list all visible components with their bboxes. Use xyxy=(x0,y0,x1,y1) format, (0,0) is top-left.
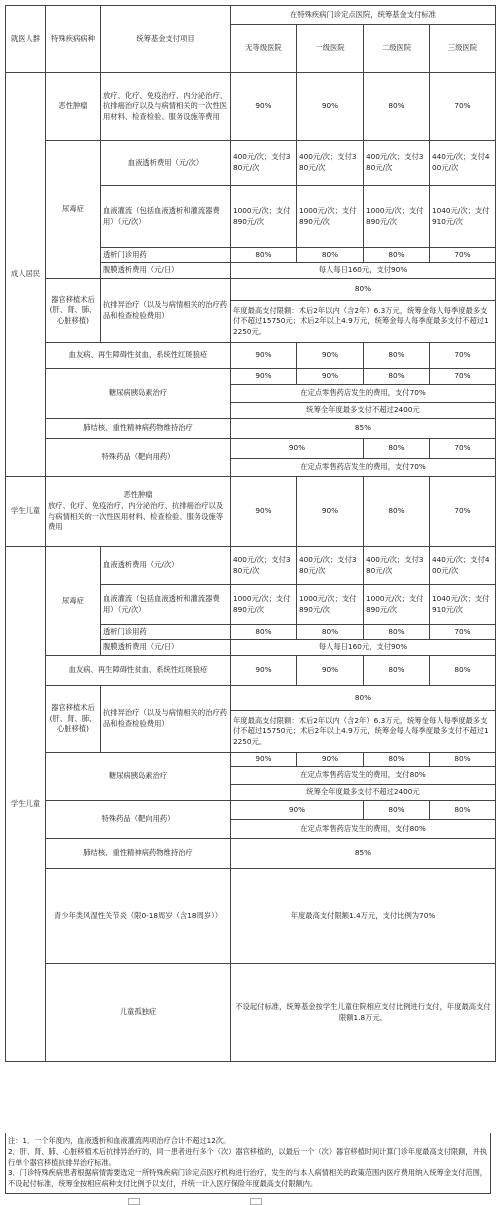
item-desc: 血液透析费用（元/次） xyxy=(101,141,231,186)
rate-cell: 80% xyxy=(364,439,430,459)
rate-cell: 1000元/次；支付890元/次 xyxy=(297,186,364,248)
rate-cell: 80% xyxy=(364,801,430,820)
rate-cell: 85% xyxy=(231,839,496,869)
rate-cell: 80% xyxy=(297,248,364,263)
disease-name: 血友病、再生障碍性贫血、系统性红斑狼疮 xyxy=(46,656,231,686)
rate-cell: 70% xyxy=(430,73,496,141)
item-desc: 腹膜透析费用（元/日） xyxy=(101,640,231,656)
header-item: 统筹基金支付项目 xyxy=(101,6,231,73)
rate-cell: 400元/次；支付380元/次 xyxy=(297,547,364,585)
rate-cell: 80% xyxy=(231,248,297,263)
item-desc: 血液灌流（包括血液透析和灌流器费用）（元/次） xyxy=(101,186,231,248)
limit-cell: 年度最高支付限额：术后2年以内（含2年）6.3万元，统筹金每人每季度最多支付不超过15750元；术后2年以上4.9万元，统筹金每人每季度最多支付不超过12250元。 xyxy=(231,301,496,343)
rate-cell: 1000元/次；支付890元/次 xyxy=(364,585,430,625)
disease-name: 恶性肿瘤 xyxy=(123,490,153,500)
rate-cell: 90% xyxy=(231,439,364,459)
rate-cell: 80% xyxy=(364,73,430,141)
medical-insurance-table xyxy=(5,5,496,1062)
rate-cell: 80% xyxy=(364,625,430,640)
item-desc: 腹膜透析费用（元/日） xyxy=(101,263,231,279)
disease-name: 肺结核、重性精神病药物维持治疗 xyxy=(46,419,231,439)
rate-cell: 90% xyxy=(231,73,297,141)
disease-name: 尿毒症 xyxy=(46,141,101,279)
disease-name: 恶性肿瘤 xyxy=(46,73,101,141)
item-desc: 放疗、化疗、免疫治疗、内分泌治疗、抗排癌治疗以及与病情相关的一次性医用材料、检查检验、服务设施等费用 xyxy=(101,73,231,141)
disease-name: 青少年类风湿性关节炎（限0-18周岁（含18周岁）） xyxy=(46,869,231,964)
rate-cell: 1000元/次；支付890元/次 xyxy=(231,186,297,248)
rate-cell: 90% xyxy=(297,343,364,369)
header-standard: 在特殊疾病门诊定点医院，统筹基金支付标准 xyxy=(231,6,496,25)
disease-name: 特殊药品（靶向用药） xyxy=(46,801,231,839)
rate-cell: 80% xyxy=(297,625,364,640)
rate-cell: 90% xyxy=(231,801,364,820)
rate-cell: 400元/次；支付380元/次 xyxy=(364,141,430,186)
rate-cell: 80% xyxy=(430,801,496,820)
limit-cell: 年度最高支付限额：术后2年以内（含2年）6.3万元，统筹金每人每季度最多支付不超过15750元；术后2年以上4.9万元，统筹金每人每季度最多支付不超过12250元。 xyxy=(231,711,496,753)
rate-cell: 70% xyxy=(430,369,496,385)
rate-cell: 80% xyxy=(231,686,496,711)
rate-cell: 70% xyxy=(430,343,496,369)
item-desc: 抗排异治疗（以及与病情相关的治疗药品和检查检验费用） xyxy=(101,686,231,753)
rate-cell: 90% xyxy=(297,477,364,547)
rate-cell: 80% xyxy=(364,343,430,369)
rate-cell: 1040元/次；支付910元/次 xyxy=(430,585,496,625)
note-line: 3．门诊特殊疾病患者根据病情需要选定一所特殊疾病门诊定点医疗机构进行治疗，发生的与本人病情相关的政策范围内医疗费用纳入统筹金支付范围，不设起付标准，统筹金按相应病种支付比例予以支付，并统一计入医疗保险年度最高支付限额内。 xyxy=(8,1168,487,1189)
group-label-student: 学生儿童 xyxy=(6,477,46,547)
item-desc: 透析门诊用药 xyxy=(101,248,231,263)
rate-cell: 70% xyxy=(430,625,496,640)
rate-cell: 70% xyxy=(430,248,496,263)
header-level: 无等级医院 xyxy=(231,25,297,73)
rate-cell: 80% xyxy=(231,625,297,640)
footer-marks xyxy=(0,1197,500,1205)
rate-cell: 70% xyxy=(430,439,496,459)
rate-cell: 80% xyxy=(364,477,430,547)
rate-cell: 80% xyxy=(231,279,496,301)
item-desc xyxy=(46,477,231,547)
disease-name: 尿毒症 xyxy=(46,547,101,656)
rate-cell: 90% xyxy=(231,343,297,369)
header-level: 一级医院 xyxy=(297,25,364,73)
pharmacy-cell: 在定点零售药店发生的费用，支付70% xyxy=(231,459,496,477)
rate-cell: 90% xyxy=(231,369,297,385)
limit-cell: 统筹全年度最多支付不超过2400元 xyxy=(231,785,496,801)
rate-cell: 80% xyxy=(430,656,496,686)
pharmacy-cell: 在定点零售药店发生的费用，支付80% xyxy=(231,767,496,785)
note-line: 注：1．一个年度内，血液透析和血液灌流两项治疗合计不超过12次。 xyxy=(8,1136,231,1145)
item-desc-text: 放疗、化疗、免疫治疗、内分泌治疗、抗排癌治疗以及与病情相关的一次性医用材料、检查检验、服务设施等费用 xyxy=(48,500,224,532)
rate-cell: 440元/次；支付400元/次 xyxy=(430,141,496,186)
group-label-adult: 成人居民 xyxy=(6,73,46,477)
rate-cell: 90% xyxy=(231,656,297,686)
rate-cell: 90% xyxy=(231,477,297,547)
rate-cell: 70% xyxy=(430,477,496,547)
rate-cell: 440元/次；支付400元/次 xyxy=(430,547,496,585)
rate-cell: 400元/次；支付380元/次 xyxy=(231,547,297,585)
notes xyxy=(5,1133,491,1194)
rate-cell: 90% xyxy=(297,656,364,686)
rate-cell: 80% xyxy=(364,753,430,767)
rate-cell: 每人每日160元，支付90% xyxy=(231,640,496,656)
rate-cell: 1000元/次；支付890元/次 xyxy=(231,585,297,625)
rate-cell: 80% xyxy=(430,753,496,767)
rate-cell: 90% xyxy=(297,73,364,141)
disease-name: 糖尿病胰岛素治疗 xyxy=(46,369,231,419)
pharmacy-cell: 在定点零售药店发生的费用，支付70% xyxy=(231,385,496,403)
group-label-student: 学生儿童 xyxy=(6,547,46,1062)
header-disease: 特殊疾病病种 xyxy=(46,6,101,73)
rate-cell: 400元/次；支付380元/次 xyxy=(297,141,364,186)
rate-cell: 85% xyxy=(231,419,496,439)
page-mark xyxy=(128,1198,140,1205)
disease-name: 器官移植术后(肝、肾、肺、心脏移植) xyxy=(46,279,101,343)
rate-cell: 1000元/次；支付890元/次 xyxy=(364,186,430,248)
rate-cell: 400元/次；支付380元/次 xyxy=(364,547,430,585)
item-desc: 透析门诊用药 xyxy=(101,625,231,640)
item-desc: 血液灌流（包括血液透析和灌流器费用）（元/次） xyxy=(101,585,231,625)
disease-name: 器官移植术后(肝、肾、肺、心脏移植) xyxy=(46,686,101,753)
rate-cell: 90% xyxy=(231,753,297,767)
page-mark xyxy=(250,1198,262,1205)
limit-cell: 年度最高支付限额1.4万元，支付比例为70% xyxy=(231,869,496,964)
header-crowd: 就医人群 xyxy=(6,6,46,73)
rate-cell: 每人每日160元，支付90% xyxy=(231,263,496,279)
rate-cell: 80% xyxy=(364,248,430,263)
rate-cell: 80% xyxy=(364,369,430,385)
rate-cell: 1040元/次；支付910元/次 xyxy=(430,186,496,248)
rate-cell: 1000元/次；支付890元/次 xyxy=(297,585,364,625)
disease-name: 糖尿病胰岛素治疗 xyxy=(46,753,231,801)
rate-cell: 90% xyxy=(297,369,364,385)
disease-name: 肺结核、重性精神病药物维持治疗 xyxy=(46,839,231,869)
disease-name: 特殊药品（靶向用药） xyxy=(46,439,231,477)
header-level: 三级医院 xyxy=(430,25,496,73)
rate-cell: 80% xyxy=(364,656,430,686)
item-desc: 血液透析费用（元/次） xyxy=(101,547,231,585)
header-level: 二级医院 xyxy=(364,25,430,73)
note-line: 2．肝、肾、肺、心脏移植术后抗排异治疗的，同一患者进行多个（次）器官移植的，以最后一个（次）器官移植时间计算门诊年度最高支付限额，并执行单个器官移植抗排异治疗标准。 xyxy=(8,1146,487,1167)
pharmacy-cell: 在定点零售药店发生的费用，支付80% xyxy=(231,820,496,839)
disease-name: 儿童孤独症 xyxy=(46,964,231,1062)
item-desc: 抗排异治疗（以及与病情相关的治疗药品和检查检验费用） xyxy=(101,279,231,343)
disease-name: 血友病、再生障碍性贫血、系统性红斑狼疮 xyxy=(46,343,231,369)
limit-cell: 不设起付标准，统筹基金按学生儿童住院相应支付比例进行支付，年度最高支付限额1.8万元。 xyxy=(231,964,496,1062)
rate-cell: 400元/次；支付380元/次 xyxy=(231,141,297,186)
limit-cell: 统筹全年度最多支付不超过2400元 xyxy=(231,403,496,419)
rate-cell: 90% xyxy=(297,753,364,767)
